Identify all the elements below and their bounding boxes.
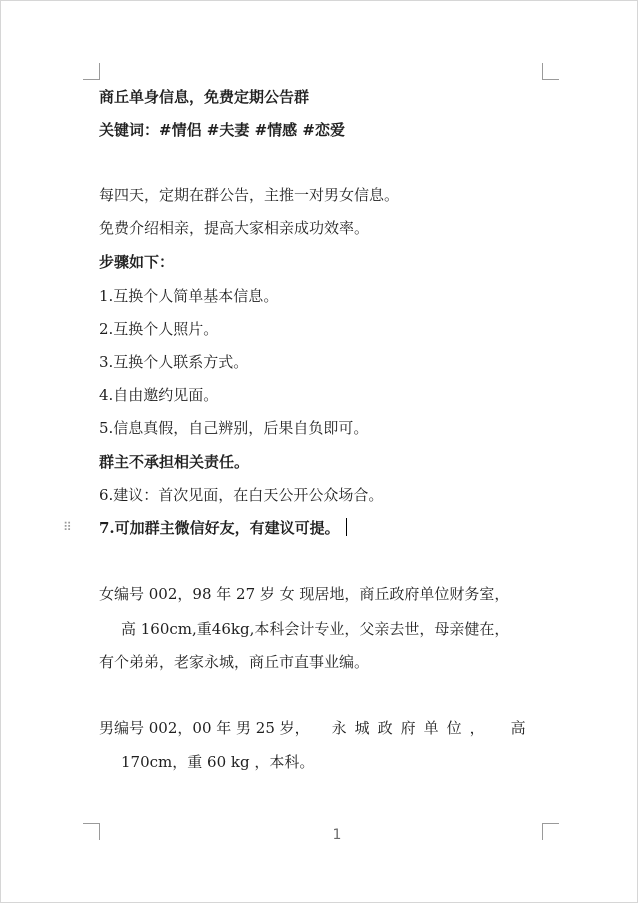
intro-line-2[interactable]: 免费介绍相亲，提高大家相亲成功效率。 bbox=[99, 219, 370, 237]
male-profile-line-2[interactable]: 170cm，重 60 kg ，本科。 bbox=[121, 753, 315, 771]
margin-corner-bottom-left bbox=[83, 823, 100, 840]
drag-handle-icon[interactable]: ⠿ bbox=[63, 520, 73, 534]
step-item-6[interactable]: 6.建议：首次见面，在白天公开公众场合。 bbox=[99, 486, 384, 504]
text-cursor bbox=[346, 518, 347, 536]
male-profile-workplace: 永城政府单位， bbox=[331, 719, 493, 737]
disclaimer-line[interactable]: 群主不承担相关责任。 bbox=[99, 453, 250, 471]
step-item-7-text: 7.可加群主微信好友，有建议可提。 bbox=[99, 519, 340, 537]
step-item-1[interactable]: 1.互换个人简单基本信息。 bbox=[99, 287, 279, 305]
keywords-line[interactable]: 关键词：#情侣 #夫妻 #情感 #恋爱 bbox=[99, 121, 345, 139]
margin-corner-bottom-right bbox=[542, 823, 559, 840]
female-profile-line-1[interactable]: 女编号 002，98 年 27 岁 女 现居地，商丘政府单位财务室， bbox=[99, 585, 510, 603]
step-item-5[interactable]: 5.信息真假，自己辨别，后果自负即可。 bbox=[99, 419, 369, 437]
female-profile-line-2[interactable]: 高 160cm,重46kg,本科会计专业，父亲去世，母亲健在， bbox=[121, 620, 510, 638]
step-item-3[interactable]: 3.互换个人联系方式。 bbox=[99, 353, 249, 371]
intro-line-1[interactable]: 每四天，定期在群公告，主推一对男女信息。 bbox=[99, 186, 400, 204]
step-item-4[interactable]: 4.自由邀约见面。 bbox=[99, 386, 219, 404]
male-profile-height-label: 高 bbox=[510, 719, 526, 737]
male-profile-id-age: 男编号 002，00 年 男 25 岁， bbox=[99, 719, 310, 737]
step-item-7[interactable] bbox=[99, 518, 347, 538]
female-profile-line-3[interactable]: 有个弟弟，老家永城，商丘市直事业编。 bbox=[99, 653, 370, 671]
page-number: 1 bbox=[332, 827, 342, 843]
margin-corner-top-right bbox=[542, 63, 559, 80]
margin-corner-top-left bbox=[83, 63, 100, 80]
step-item-2[interactable]: 2.互换个人照片。 bbox=[99, 320, 219, 338]
steps-heading[interactable]: 步骤如下： bbox=[99, 253, 175, 271]
male-profile-line-1[interactable] bbox=[99, 718, 526, 738]
document-title[interactable]: 商丘单身信息，免费定期公告群 bbox=[99, 88, 310, 106]
